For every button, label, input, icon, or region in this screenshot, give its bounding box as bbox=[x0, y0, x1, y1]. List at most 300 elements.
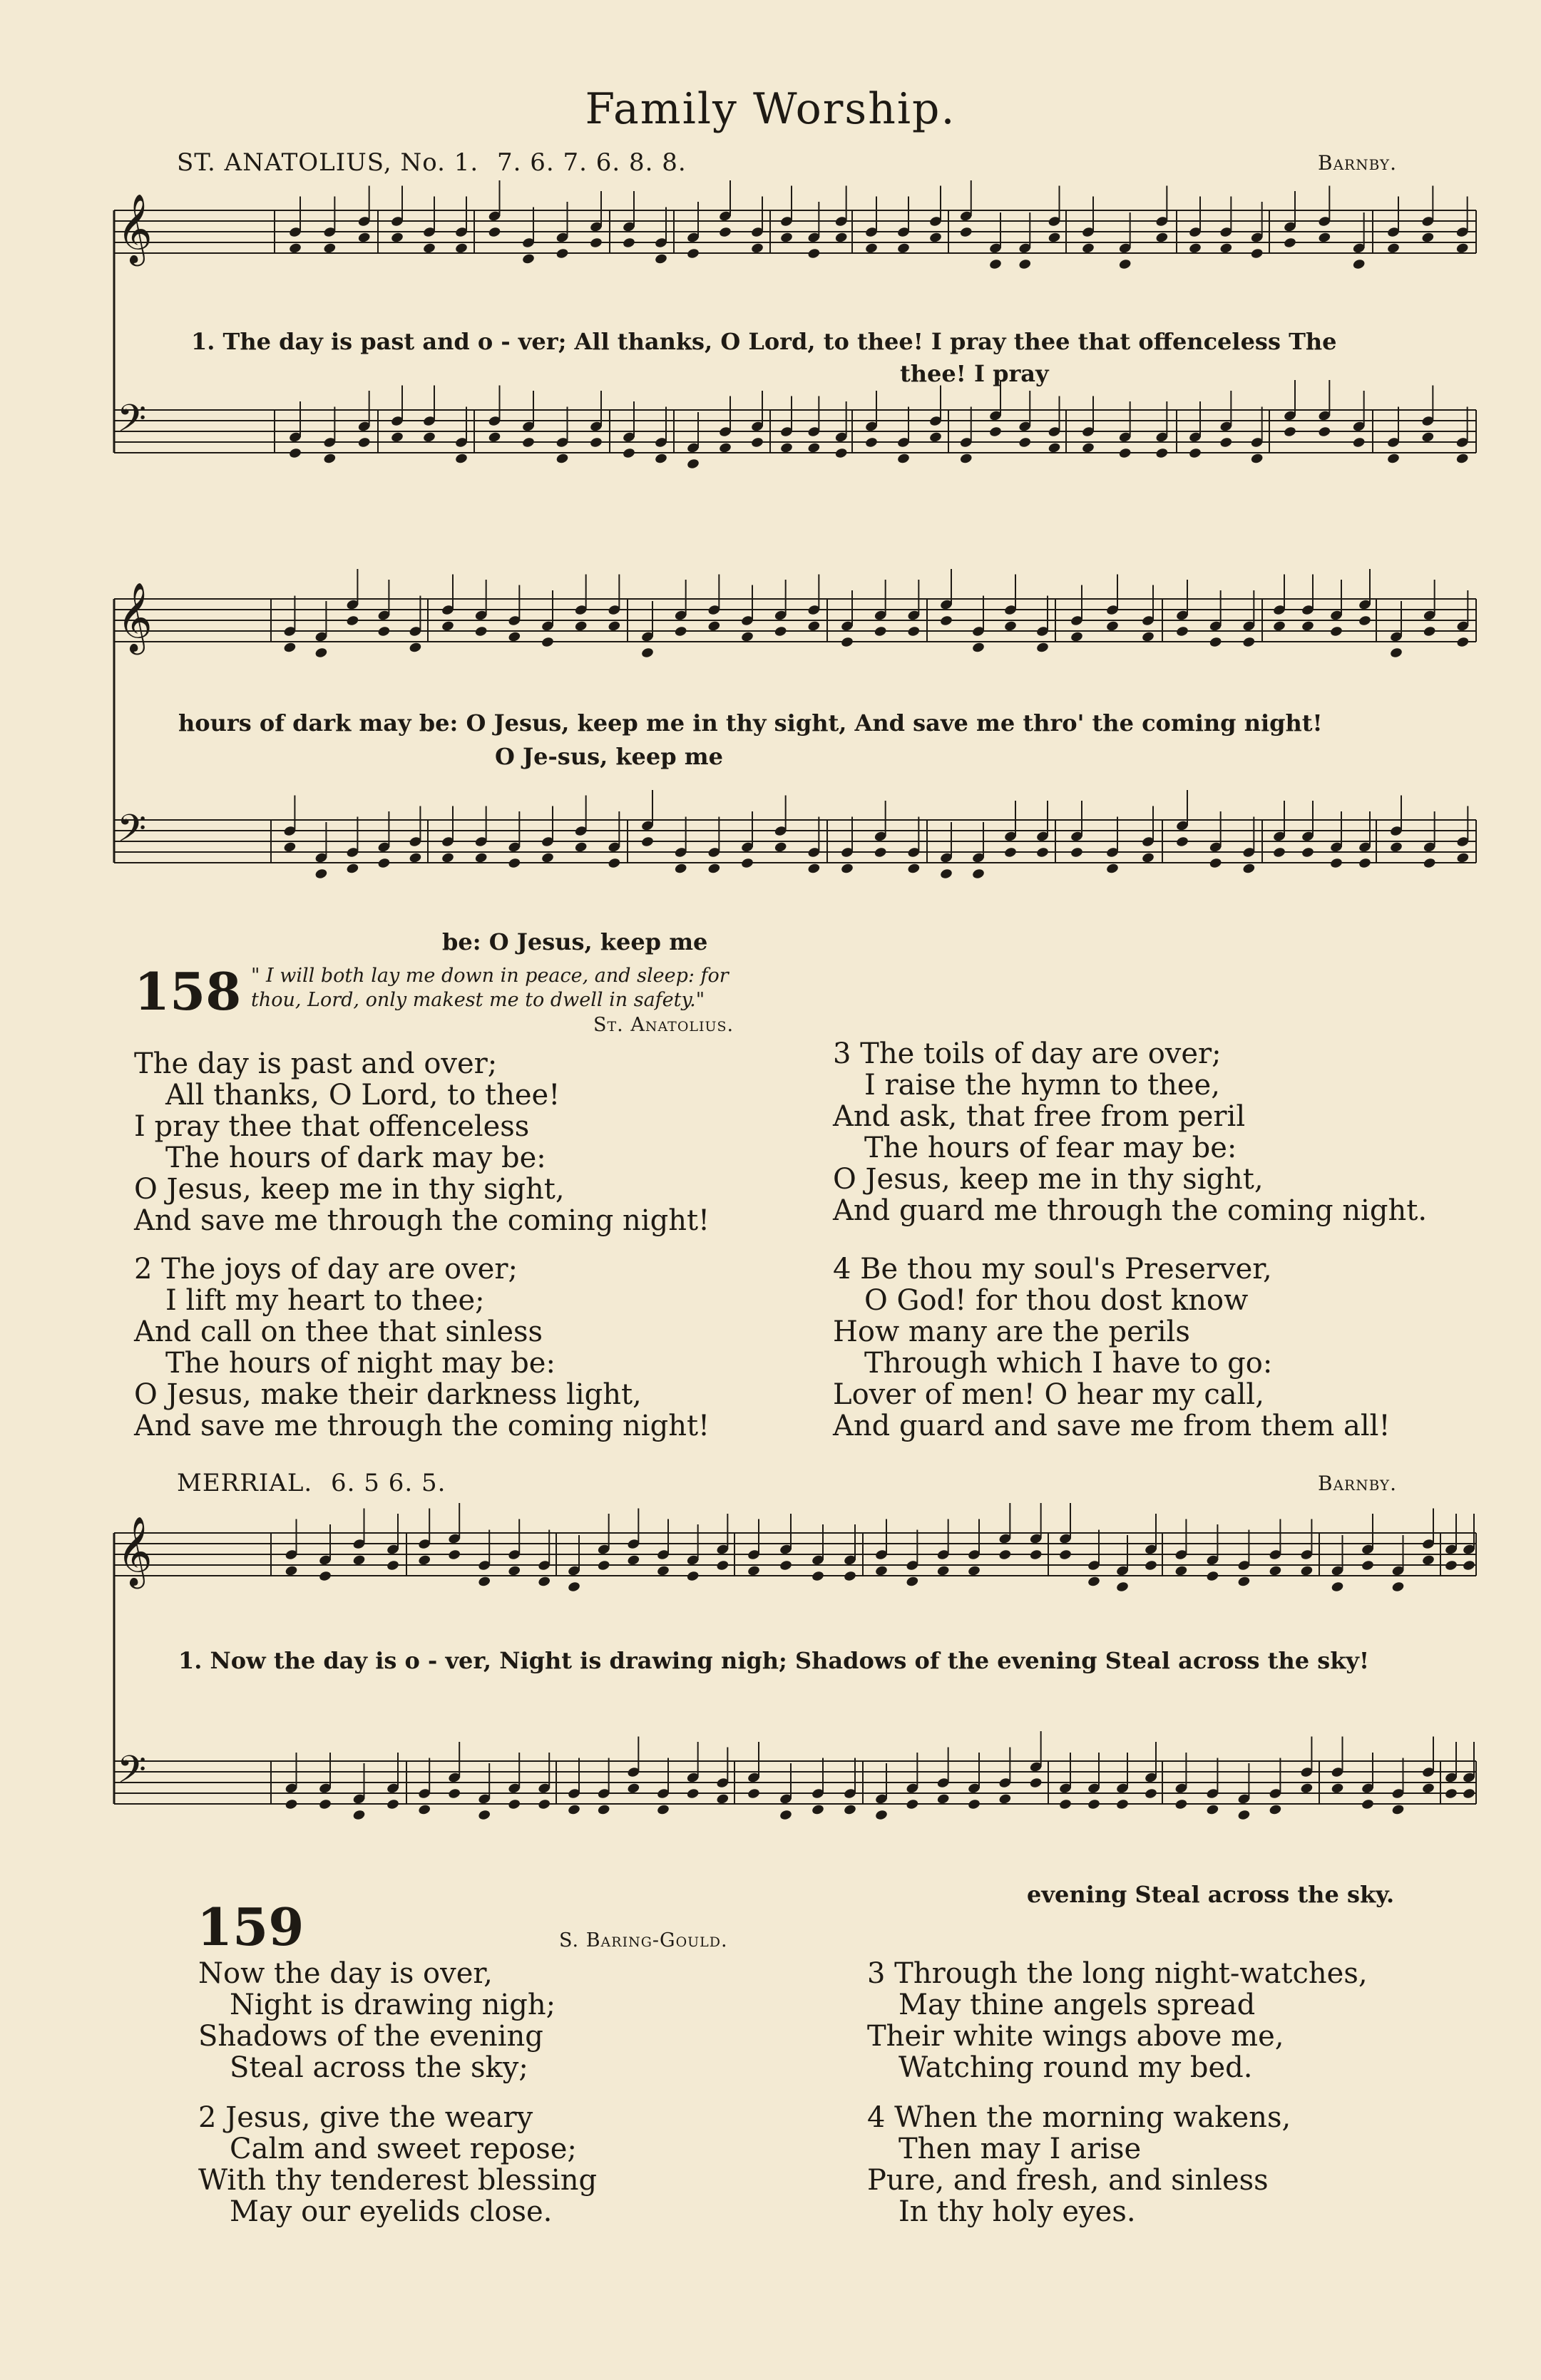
note-head bbox=[1301, 620, 1314, 632]
note-head bbox=[508, 631, 521, 643]
note-head bbox=[1444, 1559, 1458, 1571]
note-head bbox=[1462, 1787, 1475, 1800]
treble-clef-icon: 𝄞 bbox=[117, 1516, 153, 1586]
stanza-line: How many are the perils bbox=[833, 1315, 1190, 1348]
note-head bbox=[928, 232, 942, 244]
note-head bbox=[488, 226, 501, 238]
note-head bbox=[1118, 258, 1132, 270]
note-head bbox=[967, 1798, 981, 1810]
stanza-line: The hours of dark may be: bbox=[165, 1142, 546, 1174]
note-head bbox=[834, 447, 848, 459]
note-head bbox=[418, 1554, 431, 1566]
note-head bbox=[807, 247, 821, 260]
note-head bbox=[716, 1559, 729, 1571]
stanza-158-1 bbox=[134, 1048, 710, 1236]
note-head bbox=[422, 242, 436, 255]
note-head bbox=[627, 1783, 640, 1795]
stanza-line: Then may I arise bbox=[899, 2133, 1142, 2165]
treble-clef-icon: 𝄞 bbox=[117, 582, 153, 652]
note-head bbox=[622, 237, 635, 249]
note-head bbox=[1087, 1798, 1100, 1810]
stanza-line: May our eyelids close. bbox=[230, 2195, 553, 2228]
stanza-158-3 bbox=[833, 1038, 1427, 1226]
stanza-159-4 bbox=[867, 2102, 1291, 2227]
music-score-159 bbox=[107, 1504, 1483, 1882]
note-head bbox=[1188, 447, 1202, 459]
note-head bbox=[1301, 846, 1314, 858]
note-head bbox=[1318, 426, 1331, 438]
note-head bbox=[441, 620, 454, 632]
stanza-line: And call on thee that sinless bbox=[134, 1315, 543, 1348]
stanza-line: I raise the hymn to thee, bbox=[864, 1069, 1220, 1102]
stanza-line: And guard and save me from them all! bbox=[833, 1410, 1391, 1442]
note-head bbox=[1423, 857, 1436, 869]
tune-name-159 bbox=[177, 1469, 446, 1497]
note-head bbox=[1318, 232, 1331, 244]
note-head bbox=[574, 620, 588, 632]
note-head bbox=[1206, 1804, 1219, 1816]
note-head bbox=[288, 447, 302, 459]
note-head bbox=[541, 852, 554, 864]
stanza-line: 4 Be thou my soul's Preserver, bbox=[833, 1253, 1272, 1286]
note-head bbox=[1358, 615, 1371, 627]
note-head bbox=[1331, 1581, 1344, 1593]
stanza-line: O God! for thou dost know bbox=[864, 1284, 1249, 1317]
note-head bbox=[959, 453, 973, 465]
note-head bbox=[567, 1581, 580, 1593]
note-head bbox=[346, 615, 359, 627]
note-head bbox=[1144, 1559, 1157, 1571]
note-head bbox=[843, 1804, 856, 1816]
note-head bbox=[1358, 857, 1371, 869]
note-head bbox=[988, 426, 1002, 438]
note-head bbox=[1175, 836, 1189, 848]
note-head bbox=[377, 857, 391, 869]
note-head bbox=[811, 1570, 824, 1582]
note-head bbox=[1018, 258, 1032, 270]
note-head bbox=[718, 442, 732, 454]
note-head bbox=[939, 615, 953, 627]
note-head bbox=[454, 242, 468, 255]
stanza-line: 3 The toils of day are over; bbox=[833, 1037, 1222, 1070]
note-head bbox=[1250, 453, 1264, 465]
stanza-line: Now the day is over, bbox=[198, 1957, 493, 1990]
note-head bbox=[1155, 232, 1169, 244]
lyrics-159-line-1: 1. Now the day is o - ver, Night is drawing nigh; Shadows of the evening Steal across the sky! bbox=[178, 1647, 1370, 1674]
note-head bbox=[386, 1559, 399, 1571]
note-head bbox=[740, 631, 754, 643]
note-head bbox=[622, 447, 635, 459]
author-159: S. Baring-Gould. bbox=[559, 1929, 728, 1951]
note-head bbox=[840, 863, 854, 875]
note-head bbox=[1058, 1549, 1072, 1561]
stanza-line: And save me through the coming night! bbox=[134, 1204, 710, 1237]
note-head bbox=[1386, 242, 1400, 255]
note-head bbox=[608, 620, 621, 632]
note-head bbox=[1081, 242, 1095, 255]
note-head bbox=[1389, 841, 1403, 853]
note-head bbox=[1219, 436, 1233, 448]
note-head bbox=[1455, 242, 1469, 255]
note-head bbox=[686, 1787, 700, 1800]
note-head bbox=[1456, 636, 1470, 648]
note-head bbox=[779, 442, 793, 454]
note-head bbox=[323, 453, 337, 465]
stanza-line: All thanks, O Lord, to thee! bbox=[165, 1079, 560, 1112]
music-score-158-system-1 bbox=[107, 182, 1483, 545]
stanza-line: Their white wings above me, bbox=[867, 2020, 1284, 2053]
note-head bbox=[906, 1576, 919, 1588]
note-head bbox=[474, 852, 488, 864]
note-head bbox=[936, 1793, 950, 1805]
note-head bbox=[1237, 1809, 1251, 1821]
tune-meter: 6. 5 6. 5. bbox=[331, 1469, 446, 1497]
note-head bbox=[707, 620, 721, 632]
note-head bbox=[774, 625, 787, 637]
note-head bbox=[716, 1793, 729, 1805]
note-head bbox=[1209, 636, 1222, 648]
stanza-line: And guard me through the coming night. bbox=[833, 1194, 1428, 1227]
hymn-number-158: 158 bbox=[134, 961, 242, 1022]
note-head bbox=[1070, 846, 1083, 858]
note-head bbox=[1141, 852, 1155, 864]
note-head bbox=[896, 453, 910, 465]
bass-clef-icon: 𝄢 bbox=[117, 1748, 147, 1801]
note-head bbox=[1421, 431, 1435, 443]
note-head bbox=[409, 642, 422, 654]
lyrics-158-line-3: be: O Jesus, keep me bbox=[442, 928, 708, 955]
note-head bbox=[834, 232, 848, 244]
lyrics-158-line-2: hours of dark may be: O Jesus, keep me in thy sight, And save me thro' the coming night! bbox=[178, 709, 1323, 737]
note-head bbox=[807, 442, 821, 454]
note-head bbox=[323, 242, 337, 255]
note-head bbox=[357, 232, 371, 244]
note-head bbox=[1300, 1783, 1314, 1795]
note-head bbox=[1003, 846, 1017, 858]
note-head bbox=[357, 436, 371, 448]
note-head bbox=[1105, 620, 1119, 632]
note-head bbox=[538, 1798, 551, 1810]
note-head bbox=[1188, 242, 1202, 255]
note-head bbox=[441, 852, 454, 864]
lyrics-158-line-1b: thee! I pray bbox=[900, 360, 1049, 387]
stanza-line: With thy tenderest blessing bbox=[198, 2164, 598, 2197]
stanza-line: Night is drawing nigh; bbox=[230, 1989, 556, 2021]
note-head bbox=[750, 242, 764, 255]
note-head bbox=[283, 841, 297, 853]
note-head bbox=[1175, 625, 1189, 637]
note-head bbox=[807, 620, 821, 632]
note-head bbox=[1174, 1565, 1188, 1577]
stanza-line: The day is past and over; bbox=[134, 1047, 498, 1080]
stanza-line: Lover of men! O hear my call, bbox=[833, 1378, 1264, 1411]
note-head bbox=[896, 242, 910, 255]
note-head bbox=[864, 436, 878, 448]
note-head bbox=[779, 1559, 792, 1571]
note-head bbox=[640, 836, 654, 848]
note-head bbox=[1423, 625, 1436, 637]
stanza-line: In thy holy eyes. bbox=[899, 2195, 1136, 2228]
note-head bbox=[906, 1798, 919, 1810]
note-head bbox=[488, 431, 501, 443]
stanza-line: I lift my heart to thee; bbox=[165, 1284, 485, 1317]
tune-title: MERRIAL. bbox=[177, 1469, 313, 1497]
note-head bbox=[285, 1798, 298, 1810]
stanza-line: O Jesus, keep me in thy sight, bbox=[134, 1173, 565, 1206]
note-head bbox=[1155, 447, 1169, 459]
stanza-159-1 bbox=[198, 1958, 556, 2083]
note-head bbox=[654, 253, 667, 265]
note-head bbox=[747, 1787, 760, 1800]
note-head bbox=[1361, 1559, 1374, 1571]
note-head bbox=[386, 1798, 399, 1810]
lyrics-158-line-1: 1. The day is past and o - ver; All thanks, O Lord, to thee! I pray thee that offenceless The bbox=[191, 328, 1337, 355]
note-head bbox=[686, 1570, 700, 1582]
author-158: St. Anatolius. bbox=[593, 1014, 734, 1036]
note-head bbox=[390, 431, 404, 443]
note-head bbox=[656, 1565, 670, 1577]
stanza-line: The hours of fear may be: bbox=[864, 1132, 1237, 1164]
note-head bbox=[967, 1565, 981, 1577]
note-head bbox=[597, 1804, 610, 1816]
note-head bbox=[774, 841, 787, 853]
note-head bbox=[874, 846, 887, 858]
note-head bbox=[1361, 1798, 1374, 1810]
note-head bbox=[608, 857, 621, 869]
note-head bbox=[1462, 1559, 1475, 1571]
note-head bbox=[936, 1565, 950, 1577]
stanza-line: And save me through the coming night! bbox=[134, 1410, 710, 1442]
note-head bbox=[1456, 852, 1470, 864]
note-head bbox=[556, 453, 569, 465]
stanza-line: Watching round my bed. bbox=[899, 2051, 1253, 2084]
note-head bbox=[1421, 1783, 1435, 1795]
note-head bbox=[474, 625, 488, 637]
note-head bbox=[1029, 1777, 1043, 1789]
note-head bbox=[939, 868, 953, 880]
note-head bbox=[283, 642, 297, 654]
stanza-159-2 bbox=[198, 2102, 597, 2227]
note-head bbox=[874, 1809, 888, 1821]
note-head bbox=[718, 226, 732, 238]
note-head bbox=[998, 1549, 1012, 1561]
note-head bbox=[674, 863, 687, 875]
note-head bbox=[508, 1565, 521, 1577]
note-head bbox=[1283, 426, 1296, 438]
stanza-line: May thine angels spread bbox=[899, 1989, 1256, 2021]
note-head bbox=[1421, 1554, 1435, 1566]
music-score-158-system-2 bbox=[107, 563, 1483, 948]
treble-clef-icon: 𝄞 bbox=[117, 193, 153, 263]
stanza-line: I pray thee that offenceless bbox=[134, 1110, 530, 1143]
stanza-line: Calm and sweet repose; bbox=[230, 2133, 577, 2165]
stanza-line: Steal across the sky; bbox=[230, 2051, 528, 2084]
scripture-quote-158: " I will both lay me down in peace, and sleep: for thou, Lord, only makest me to dwell in safety." bbox=[251, 965, 729, 1011]
note-head bbox=[567, 1804, 580, 1816]
stanza-159-3 bbox=[867, 1958, 1368, 2083]
note-head bbox=[907, 863, 921, 875]
note-head bbox=[1237, 1576, 1251, 1588]
note-head bbox=[1250, 247, 1264, 260]
note-head bbox=[409, 852, 422, 864]
note-head bbox=[508, 1798, 521, 1810]
note-head bbox=[597, 1559, 610, 1571]
note-head bbox=[1391, 1581, 1405, 1593]
note-head bbox=[874, 1565, 888, 1577]
stanza-line: Through which I have to go: bbox=[864, 1347, 1273, 1380]
stanza-line: Shadows of the evening bbox=[198, 2020, 543, 2053]
note-head bbox=[686, 247, 700, 260]
note-head bbox=[1242, 863, 1256, 875]
note-head bbox=[1272, 846, 1286, 858]
composer-158: Barnby. bbox=[1318, 151, 1398, 175]
note-head bbox=[1141, 631, 1155, 643]
note-head bbox=[1352, 436, 1366, 448]
note-head bbox=[1087, 1576, 1100, 1588]
note-head bbox=[1269, 1565, 1282, 1577]
note-head bbox=[1105, 863, 1119, 875]
tune-name-158 bbox=[177, 148, 687, 177]
note-head bbox=[1035, 642, 1049, 654]
note-head bbox=[740, 857, 754, 869]
note-head bbox=[1219, 242, 1233, 255]
note-head bbox=[1048, 232, 1061, 244]
note-head bbox=[640, 647, 654, 659]
note-head bbox=[627, 1554, 640, 1566]
note-head bbox=[874, 625, 887, 637]
note-head bbox=[1421, 232, 1435, 244]
note-head bbox=[807, 863, 821, 875]
bass-clef-icon: 𝄢 bbox=[117, 807, 147, 860]
note-head bbox=[288, 242, 302, 255]
note-head bbox=[907, 625, 921, 637]
note-head bbox=[656, 1804, 670, 1816]
note-head bbox=[1003, 620, 1017, 632]
note-head bbox=[811, 1804, 824, 1816]
note-head bbox=[1058, 1798, 1072, 1810]
note-head bbox=[998, 1793, 1012, 1805]
note-head bbox=[779, 1809, 792, 1821]
note-head bbox=[1283, 237, 1296, 249]
note-head bbox=[1272, 620, 1286, 632]
note-head bbox=[508, 857, 521, 869]
note-head bbox=[1115, 1581, 1129, 1593]
note-head bbox=[686, 458, 700, 470]
note-head bbox=[779, 232, 793, 244]
note-head bbox=[454, 453, 468, 465]
note-head bbox=[1029, 1549, 1043, 1561]
lyrics-158-line-2b: O Je-sus, keep me bbox=[495, 743, 723, 770]
note-head bbox=[1144, 1787, 1157, 1800]
note-head bbox=[478, 1576, 491, 1588]
stanza-line: And ask, that free from peril bbox=[833, 1100, 1246, 1133]
lyrics-159-line-2: evening Steal across the sky. bbox=[1027, 1881, 1395, 1908]
note-head bbox=[521, 253, 535, 265]
note-head bbox=[1269, 1804, 1282, 1816]
stanza-line: Pure, and fresh, and sinless bbox=[867, 2164, 1269, 2197]
note-head bbox=[1242, 636, 1256, 648]
note-head bbox=[747, 1565, 760, 1577]
note-head bbox=[318, 1798, 332, 1810]
note-head bbox=[574, 841, 588, 853]
note-head bbox=[521, 436, 535, 448]
note-head bbox=[448, 1549, 461, 1561]
note-head bbox=[1391, 1804, 1405, 1816]
note-head bbox=[864, 242, 878, 255]
note-head bbox=[314, 647, 328, 659]
stanza-line: O Jesus, keep me in thy sight, bbox=[833, 1163, 1264, 1196]
note-head bbox=[1300, 1565, 1314, 1577]
note-head bbox=[346, 863, 359, 875]
stanza-line: O Jesus, make their darkness light, bbox=[134, 1378, 642, 1411]
note-head bbox=[1048, 442, 1061, 454]
tune-title: ST. ANATOLIUS, No. 1. bbox=[177, 148, 479, 177]
note-head bbox=[285, 1565, 298, 1577]
stanza-line: The hours of night may be: bbox=[165, 1347, 556, 1380]
note-head bbox=[1386, 453, 1400, 465]
note-head bbox=[478, 1809, 491, 1821]
note-head bbox=[448, 1787, 461, 1800]
note-head bbox=[1455, 453, 1469, 465]
note-head bbox=[988, 258, 1002, 270]
note-head bbox=[538, 1576, 551, 1588]
note-head bbox=[589, 436, 603, 448]
note-head bbox=[589, 237, 603, 249]
note-head bbox=[971, 642, 985, 654]
stanza-158-2 bbox=[134, 1253, 710, 1442]
note-head bbox=[1018, 436, 1032, 448]
note-head bbox=[390, 232, 404, 244]
hymn-number-159: 159 bbox=[197, 1897, 304, 1957]
stanza-line: 2 Jesus, give the weary bbox=[198, 2101, 533, 2134]
note-head bbox=[1115, 1798, 1129, 1810]
note-head bbox=[1206, 1570, 1219, 1582]
note-head bbox=[840, 636, 854, 648]
note-head bbox=[928, 431, 942, 443]
note-head bbox=[418, 1804, 431, 1816]
note-head bbox=[1352, 258, 1366, 270]
note-head bbox=[1444, 1787, 1458, 1800]
note-head bbox=[1209, 857, 1222, 869]
tune-meter: 7. 6. 7. 6. 8. 8. bbox=[497, 148, 687, 177]
note-head bbox=[1329, 857, 1343, 869]
note-head bbox=[674, 625, 687, 637]
note-head bbox=[959, 226, 973, 238]
note-head bbox=[422, 431, 436, 443]
note-head bbox=[1118, 447, 1132, 459]
stanza-line: 2 The joys of day are over; bbox=[134, 1253, 518, 1286]
page-title: Family Worship. bbox=[585, 84, 956, 134]
note-head bbox=[541, 636, 554, 648]
note-head bbox=[1331, 1783, 1344, 1795]
note-head bbox=[971, 868, 985, 880]
stanza-line: 4 When the morning wakens, bbox=[867, 2101, 1291, 2134]
composer-159: Barnby. bbox=[1318, 1472, 1398, 1495]
note-head bbox=[352, 1554, 366, 1566]
stanza-158-4 bbox=[833, 1253, 1391, 1442]
note-head bbox=[843, 1570, 856, 1582]
note-head bbox=[1070, 631, 1083, 643]
note-head bbox=[1329, 625, 1343, 637]
note-head bbox=[377, 625, 391, 637]
note-head bbox=[1174, 1798, 1188, 1810]
note-head bbox=[318, 1570, 332, 1582]
note-head bbox=[1035, 846, 1049, 858]
note-head bbox=[352, 1809, 366, 1821]
note-head bbox=[1081, 442, 1095, 454]
stanza-line: 3 Through the long night-watches, bbox=[867, 1957, 1368, 1990]
note-head bbox=[707, 863, 721, 875]
